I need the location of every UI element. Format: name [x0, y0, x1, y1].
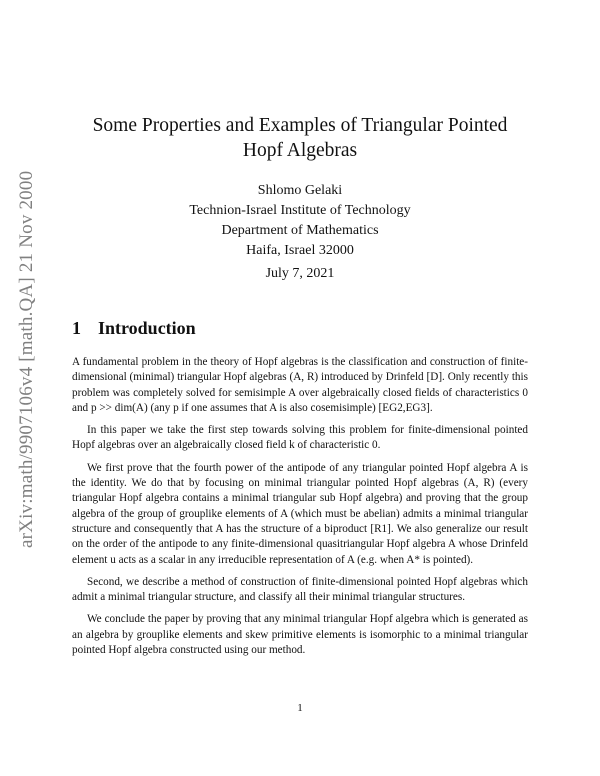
section-heading — [72, 318, 528, 339]
affiliation-institute: Technion-Israel Institute of Technology — [189, 203, 411, 218]
title-line-2: Hopf Algebras — [242, 140, 358, 161]
arxiv-identifier: arXiv:math/9907106v4 [math.QA] 21 Nov 2000 — [16, 170, 37, 548]
paragraph-5: We conclude the paper by proving that any minimal triangular Hopf algebra which is generated as an algebra by grouplike elements and skew primitive elements is isomorphic to a minimal triangular pointed Hopf algebra constructed using our method. — [72, 613, 528, 657]
paragraph-4: Second, we describe a method of construction of finite-dimensional pointed Hopf algebras which admit a minimal triangular structure, and classify all their minimal triangular structures. — [72, 575, 528, 604]
section-title: Introduction — [98, 318, 196, 338]
paragraph-2: In this paper we take the first step towards solving this problem for finite-dimensional pointed Hopf algebras over an algebraically closed field k of characteristic 0. — [72, 424, 528, 452]
paper-title — [72, 113, 528, 163]
author-name: Shlomo Gelaki — [257, 183, 343, 198]
section-body — [72, 355, 528, 665]
affiliation-address: Haifa, Israel 32000 — [246, 243, 354, 258]
page-number: 1 — [297, 702, 303, 714]
paragraph-1: A fundamental problem in the theory of Hopf algebras is the classification and construction of finite-dimensional (minimal) triangular Hopf algebras (A, R) introduced by Drinfeld [D]. Only recently this problem was completely solved for semisimple A over algebraically closed fields of characteristics 0 and p >> dim(A) (any p if one assumes that A is also cosemisimple) [EG2,EG3]. — [72, 356, 528, 414]
title-line-1: Some Properties and Examples of Triangular Pointed — [92, 115, 508, 136]
affiliation-department: Department of Mathematics — [221, 223, 379, 238]
paragraph-3: We first prove that the fourth power of the antipode of any triangular pointed Hopf algebra A is the identity. We do that by focusing on minimal triangular pointed Hopf algebras (A, R) (every triangular Hopf algebra contains a minimal triangular sub Hopf algebra) and proving that the group algebra of the group of grouplike elements of A (which must be abelian) admits a minimal triangular structure and consequently that A has the structure of a biproduct [R1]. We also generalize our result on the order of the antipode to any finite-dimensional quasitriangular Hopf algebra A whose Drinfeld element u acts as a scalar in any irreducible representation of A (e.g. when A* is pointed). — [72, 461, 528, 566]
section-number: 1 — [72, 318, 81, 338]
paper-date: July 7, 2021 — [265, 266, 335, 281]
author-block — [72, 181, 528, 261]
